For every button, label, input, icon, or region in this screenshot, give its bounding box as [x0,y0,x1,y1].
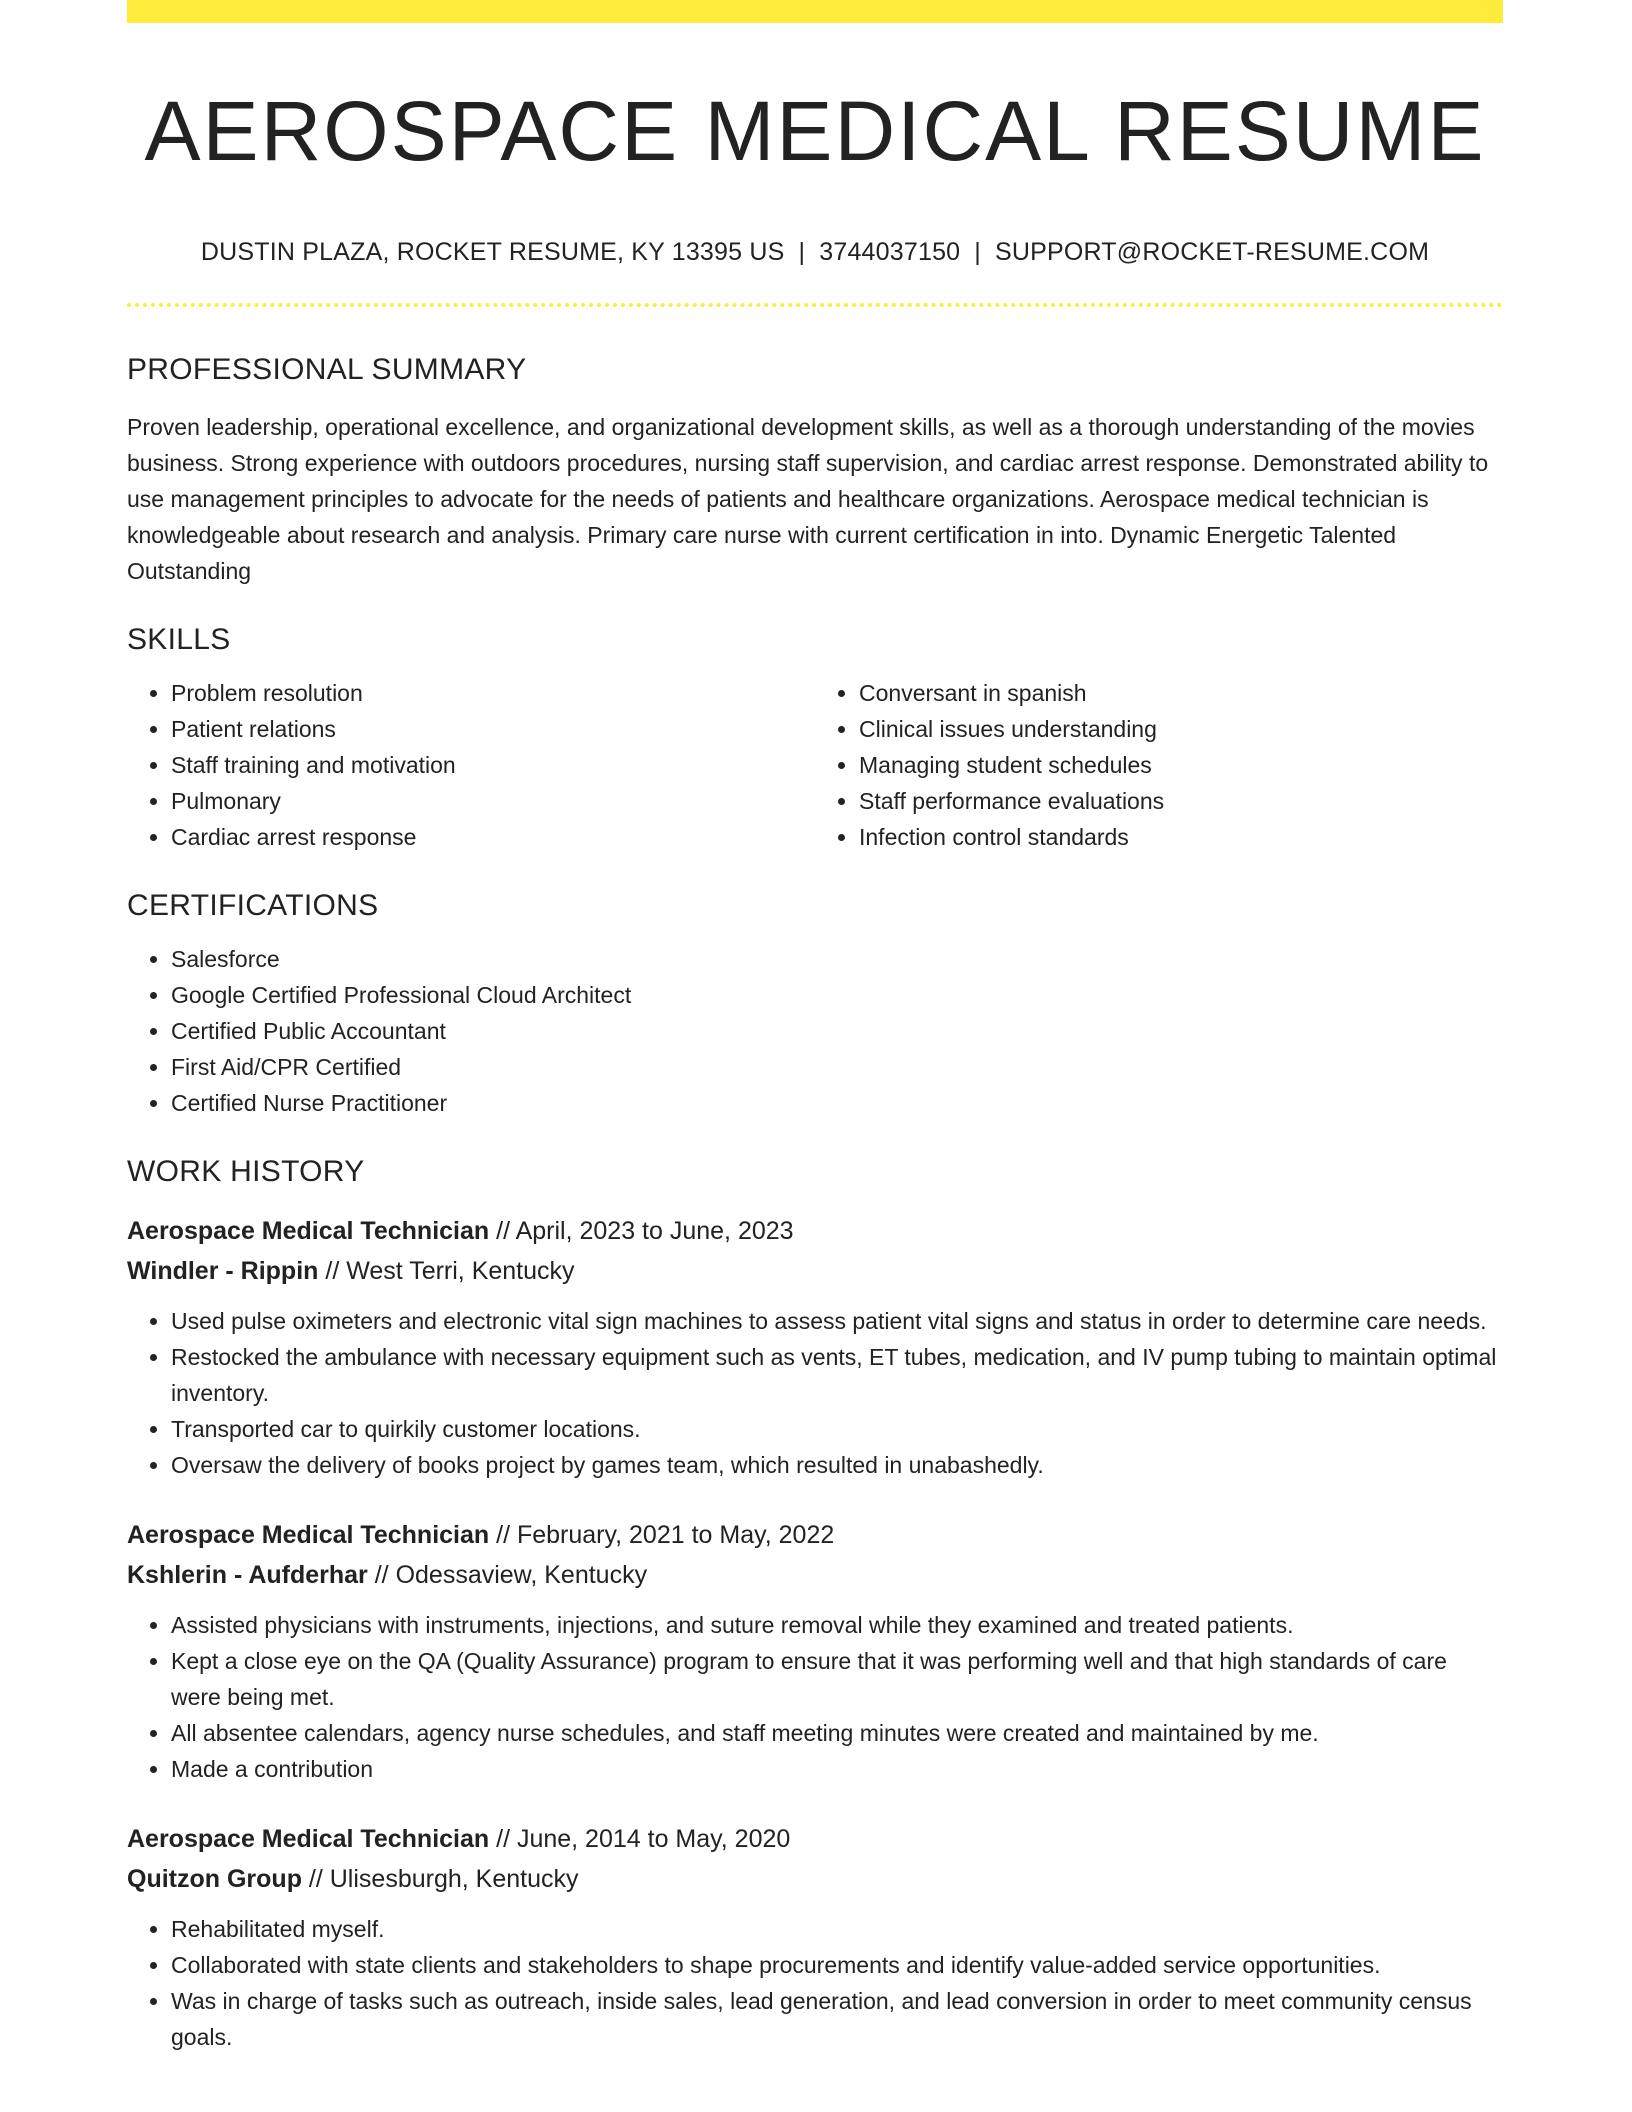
job-duty-item: • Assisted physicians with instruments, injections, and suture removal while they examined and treated patients. [171,1607,1503,1643]
job-location: // Ulisesburgh, Kentucky [301,1864,579,1893]
certifications-list [127,941,1503,1121]
contact-address: DUSTIN PLAZA, ROCKET RESUME, KY 13395 US [200,237,785,266]
job-duty-item: • Was in charge of tasks such as outreach, inside sales, lead generation, and lead conversion in order to meet community census goals. [171,1983,1503,2055]
job-duty-item: • Restocked the ambulance with necessary equipment such as vents, ET tubes, medication, and IV pump tubing to maintain optimal inventory. [171,1339,1503,1411]
resume-page [127,0,1503,2055]
skill-item: • Cardiac arrest response [171,819,815,855]
job-duty-item: • Rehabilitated myself. [171,1911,1503,1947]
job-duty-item: • All absentee calendars, agency nurse schedules, and staff meeting minutes were created and maintained by me. [171,1715,1503,1751]
job-duty-item: • Made a contribution [171,1751,1503,1787]
summary-text: Proven leadership, operational excellence, and organizational development skills, as well as a thorough understanding of the movies business. Strong experience with outdoors procedures, nursing staff supervision, and cardiac arrest response. Demonstrated ability to use management principles to advocate for the needs of patients and healthcare organizations. Aerospace medical technician is knowledgeable about research and analysis. Primary care nurse with current certification in into. Dynamic Energetic Talented Outstanding [127,413,1489,584]
job-title: Aerospace Medical Technician [127,1824,490,1853]
resume-title: AEROSPACE MEDICAL RESUME [144,84,1486,178]
job-entry [127,1211,1503,1483]
dotted-divider [127,303,1503,307]
summary-heading: PROFESSIONAL SUMMARY [127,352,527,386]
contact-separator: | [798,237,806,266]
certification-item: • Certified Public Accountant [171,1013,1503,1049]
skill-item: • Problem resolution [171,675,815,711]
contact-line [127,238,1503,267]
certification-item: • Salesforce [171,941,1503,977]
skill-item: • Infection control standards [859,819,1503,855]
job-title: Aerospace Medical Technician [127,1520,490,1549]
contact-email[interactable]: SUPPORT@ROCKET-RESUME.COM [994,237,1430,266]
job-entry [127,1515,1503,1787]
contact-separator: | [974,237,981,266]
skill-item: • Staff training and motivation [171,747,815,783]
job-title: Aerospace Medical Technician [127,1216,490,1245]
job-title-line [127,1211,1503,1251]
certifications-heading: CERTIFICATIONS [127,888,379,922]
job-company-line [127,1555,1503,1595]
job-company: Kshlerin - Aufderhar [127,1560,368,1589]
skill-item: • Staff performance evaluations [859,783,1503,819]
job-title-line [127,1515,1503,1555]
job-duty-item: • Collaborated with state clients and stakeholders to shape procurements and identify value-added service opportunities. [171,1947,1503,1983]
skill-item: • Pulmonary [171,783,815,819]
skills-heading: SKILLS [127,622,231,656]
job-duties-list [127,1303,1503,1483]
job-duties-list [127,1911,1503,2055]
skill-item: • Clinical issues understanding [859,711,1503,747]
skills-list-left [127,675,815,855]
accent-top-bar [127,0,1503,23]
job-title-line [127,1819,1503,1859]
contact-phone: 3744037150 [819,237,961,266]
job-duty-item: • Transported car to quirkily customer locations. [171,1411,1503,1447]
job-dates: // April, 2023 to June, 2023 [489,1216,794,1245]
job-location: // West Terri, Kentucky [318,1256,575,1285]
job-entry [127,1819,1503,2055]
certification-item: • Google Certified Professional Cloud Architect [171,977,1503,1013]
certification-item: • First Aid/CPR Certified [171,1049,1503,1085]
certification-item: • Certified Nurse Practitioner [171,1085,1503,1121]
job-dates: // February, 2021 to May, 2022 [489,1520,835,1549]
job-location: // Odessaview, Kentucky [367,1560,648,1589]
job-dates: // June, 2014 to May, 2020 [489,1824,791,1853]
skill-item: • Patient relations [171,711,815,747]
job-company-line [127,1859,1503,1899]
job-duty-item: • Kept a close eye on the QA (Quality Assurance) program to ensure that it was performing well and that high standards of care were being met. [171,1643,1503,1715]
skill-item: • Conversant in spanish [859,675,1503,711]
job-duty-item: • Used pulse oximeters and electronic vital sign machines to assess patient vital signs and status in order to determine care needs. [171,1303,1503,1339]
job-company: Windler - Rippin [127,1256,319,1285]
work-history-heading: WORK HISTORY [127,1154,365,1188]
skills-list-right [815,675,1503,855]
job-company-line [127,1251,1503,1291]
job-duty-item: • Oversaw the delivery of books project by games team, which resulted in unabashedly. [171,1447,1503,1483]
job-company: Quitzon Group [127,1864,302,1893]
skill-item: • Managing student schedules [859,747,1503,783]
skills-columns [127,657,1503,855]
job-duties-list [127,1607,1503,1787]
